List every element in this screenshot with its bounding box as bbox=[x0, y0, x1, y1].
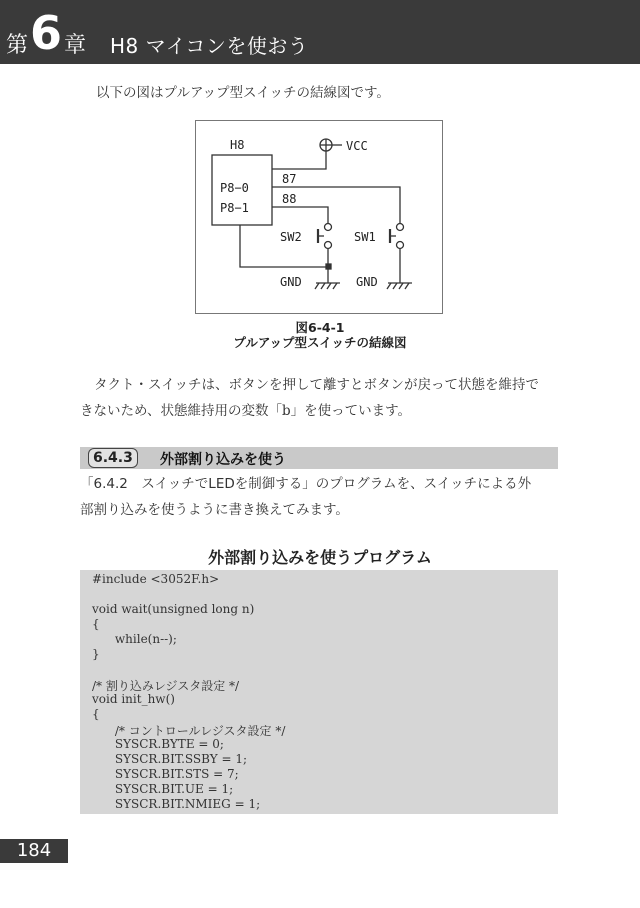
body-line-1: タクト・スイッチは、ボタンを押して離すとボタンが戻って状態を維持で bbox=[94, 377, 539, 393]
section-line-1-rest: 」のプログラムを、スイッチによる外 bbox=[302, 476, 532, 492]
code-line: { bbox=[92, 707, 100, 721]
open-bracket: 「 bbox=[80, 476, 94, 492]
section-line-1 bbox=[80, 471, 560, 497]
chapter-header bbox=[0, 0, 640, 64]
section-title: 外部割り込みを使う bbox=[160, 452, 286, 468]
section-heading bbox=[80, 447, 558, 469]
section-line-2: 部割り込みを使うように書き換えてみます。 bbox=[80, 502, 349, 518]
chapter-title: H8 マイコンを使おう bbox=[110, 34, 309, 58]
circuit-diagram bbox=[196, 121, 442, 313]
section-number: 6.4.3 bbox=[88, 448, 138, 468]
pin-88-label: 88 bbox=[282, 192, 297, 206]
p80-label: P8−0 bbox=[220, 181, 249, 195]
code-line: SYSCR.BIT.SSBY = 1; bbox=[92, 752, 248, 766]
code-line: SYSCR.BIT.STS = 7; bbox=[92, 767, 239, 781]
code-line: #include <3052F.h> bbox=[92, 572, 220, 586]
page-number: 184 bbox=[0, 839, 68, 863]
sw1-label: SW1 bbox=[354, 230, 376, 244]
program-title: 外部割り込みを使うプログラム bbox=[208, 548, 432, 567]
chapter-suffix: 章 bbox=[64, 33, 87, 58]
gnd-label-2: GND bbox=[356, 275, 378, 289]
body-line-2: きないため、状態維持用の変数「b」を使っています。 bbox=[80, 403, 412, 419]
code-line: { bbox=[92, 617, 100, 631]
gnd-label-1: GND bbox=[280, 275, 302, 289]
circuit-figure bbox=[195, 120, 443, 314]
code-line: /* 割り込みレジスタ設定 */ bbox=[92, 679, 240, 693]
code-line: void wait(unsigned long n) bbox=[92, 602, 255, 616]
sw2-label: SW2 bbox=[280, 230, 302, 244]
code-line: void init_hw() bbox=[92, 692, 175, 706]
vcc-label: VCC bbox=[346, 139, 368, 153]
code-line: SYSCR.BIT.UE = 1; bbox=[92, 782, 234, 796]
code-line: SYSCR.BIT.NMIEG = 1; bbox=[92, 797, 261, 811]
chapter-number: 6 bbox=[30, 6, 63, 60]
chapter-prefix: 第 bbox=[6, 33, 29, 58]
body-paragraph bbox=[80, 372, 560, 424]
code-line: } bbox=[92, 647, 100, 661]
intro-paragraph: 以下の図はプルアップ型スイッチの結線図です。 bbox=[96, 85, 390, 101]
pin-87-label: 87 bbox=[282, 172, 297, 186]
code-line: /* コントロールレジスタ設定 */ bbox=[92, 724, 286, 738]
figure-caption-number: 図6-4-1 bbox=[295, 320, 345, 335]
code-listing bbox=[80, 570, 558, 814]
p81-label: P8−1 bbox=[220, 201, 249, 215]
code-line: SYSCR.BYTE = 0; bbox=[92, 737, 224, 751]
chip-label: H8 bbox=[230, 138, 245, 152]
section-reference: 6.4.2 スイッチでLEDを制御する bbox=[93, 476, 303, 492]
code-line: while(n--); bbox=[92, 632, 177, 646]
section-paragraph bbox=[80, 471, 560, 523]
figure-caption-title: プルアップ型スイッチの結線図 bbox=[233, 335, 407, 350]
